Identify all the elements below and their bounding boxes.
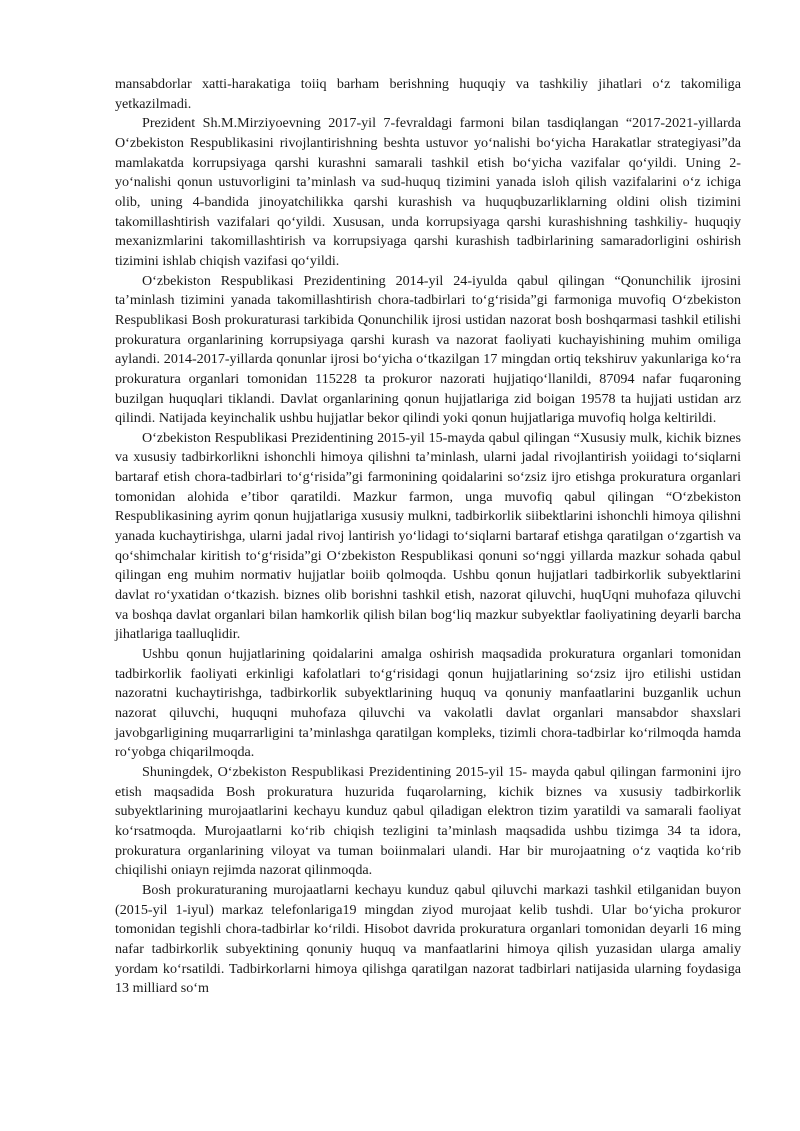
- paragraph-reception-center: Bosh prokuraturaning murojaatlarni kechayu kunduz qabul qiluvchi markazi tashkil etilganidan buyon (2015-yil 1-iyul) markaz telefonlariga19 mingdan ziyod murojaat kelib tushdi. Ular boʻyicha prokuror tomonidan tegishli chora-tadbirlar koʻrildi. Hisobot davrida prokuratura organlari tomonidan deyarli 16 ming nafar tadbirkorlik subyektining qonuniy huquq va manfaatlarini himoya qilish yuzasidan ularga amaliy yordam koʻrsatildi. Tadbirkorlarni himoya qilishga qaratilgan nazorat tadbirlari natijasida ularning foydasiga 13 milliard soʻm: [115, 881, 741, 997]
- paragraph-continuation: mansabdorlar xatti-harakatiga toiiq barham berishning huquqiy va tashkiliy jihatlari oʻz takomiliga yetkazilmadi.: [115, 76, 741, 112]
- paragraph-legislation-enforcement: Oʻzbekiston Respublikasi Prezidentining 2014-yil 24-iyulda qabul qilingan “Qonunchilik ijrosini taʼminlash tizimini yanada takomillashtirish chora-tadbirlari toʻgʻrisida”gi farmoniga muvofiq Oʻzbekiston Respublikasi Bosh prokuraturasi tarkibida Qonunchilik ijrosi ustidan nazorat bosh boshqarmasi tashkil etilishi prokuratura organlarining korrupsiyaga qarshi kurash va nazorat faoliyati kuchayishining muhim omiliga aylandi. 2014-2017-yillarda qonunlar ijrosi boʻyicha oʻtkazilgan 17 mingdan ortiq tekshiruv yakunlariga koʻra prokuratura organlari tomonidan 115228 ta prokuror nazorati hujjatiqoʻllanildi, 87094 nafar fuqaroning buzilgan huquqlari tiklandi. Davlat organlarining qonun hujjatlariga zid boigan 19578 ta hujjati ustidan arz qilindi. Natijada keyinchalik ushbu hujjatlar bekor qilindi yoki qonun hujjatlariga muvofiq holga keltirildi.: [115, 272, 741, 427]
- paragraph-action-strategy: Prezident Sh.M.Mirziyoevning 2017-yil 7-fevraldagi farmoni bilan tasdiqlangan “2017-2021-yillarda Oʻzbekiston Respublikasini rivojlantirishning beshta ustuvor yoʻnalishi boʻyicha Harakatlar strategiyasi”da mamlakatda korrupsiyaga qarshi kurashni samarali tashkil etish boʻyicha vazifalar qoʻyildi. Uning 2-yoʻnalishi qonun ustuvorligini taʼminlash va sud-huquq tizimini yanada isloh qilish vazifalarini oʻz ichiga olib, uning 4-bandida jinoyatchilikka qarshi kurashish va huquqbuzarliklarning oldini olish tizimini takomillashtirish vazifalari qoʻyildi. Xususan, unda korrupsiyaga qarshi kurashishning tashkiliy- huquqiy mexanizmlarini takomillashtirish va korrupsiyaga qarshi kurashish tadbirlarining samaradorligini oshirish tizimini ishlab chiqish vazifasi qoʻyildi.: [115, 115, 741, 269]
- paragraph-prosecutor-measures: Ushbu qonun hujjatlarining qoidalarini amalga oshirish maqsadida prokuratura organlari tomonidan tadbirkorlik faoliyati erkinligi kafolatlari toʻgʻrisidagi qonun hujjatlarining soʻzsiz ijro etilishi ustidan nazoratni kuchaytirishga, tadbirkorlik subyektlarining huquq va qonuniy manfaatlarini buzganlik uchun nazorat qiluvchi, huquqni muhofaza qiluvchi va vakolatli davlat organlari mansabdor shaxslari javobgarligining muqarrarligini taʼminlashga qaratilgan kompleks, tizimli chora-tadbirlar koʻrilmoqda hamda roʻyobga chiqarilmoqda.: [115, 646, 741, 761]
- document-page: [115, 75, 741, 999]
- paragraph-private-property-decree: Oʻzbekiston Respublikasi Prezidentining 2015-yil 15-mayda qabul qilingan “Xususiy mulk, kichik biznes va xususiy tadbirkorlikni ishonchli himoya qilishni taʼminlash, ularni jadal rivojlantirish yoiidagi toʻsiqlarni bartaraf etish chora-tadbirlari toʻgʻrisida”gi farmonining qoidalarini soʻzsiz ijro etishga prokuratura organlari tomonidan alohida eʼtibor qaratildi. Mazkur farmon, unga muvofiq qabul qilingan “Oʻzbekiston Respublikasining ayrim qonun hujjatlariga xususiy mulkni, tadbirkorlik siibektlarini ishonchli himoya qilishni yanada kuchaytirishga, ularni jadal rivoj lantirish yoʻlidagi toʻsiqlarni bartaraf etishga qaratilgan oʻzgartish va qoʻshimchalar kiritish toʻgʻrisida”gi Oʻzbekiston Respublikasi qonuni soʻnggi yillarda mazkur sohada qabul qilingan eng muhim normativ hujjatlar boiib qolmoqda. Ushbu qonun hujjatlari tadbirkorlik subyektlarini davlat roʻyxatidan oʻtkazish. biznes olib borishni tashkil etish, nazorat qiluvchi, huqUqni muhofaza qiluvchi va boshqa davlat organlari bilan hamkorlik qilish bilan bogʻliq mazkur subyektlar faoliyatining deyarli barcha jihatlariga taalluqlidir.: [115, 429, 741, 643]
- paragraph-electronic-system: Shuningdek, Oʻzbekiston Respublikasi Prezidentining 2015-yil 15- mayda qabul qilingan farmonini ijro etish maqsadida Bosh prokuratura huzurida fuqarolarning, kichik biznes va xususiy tadbirkorlik subyektlarining murojaatlarini kechayu kunduz qabul qiladigan elektron tizim yaratildi va samarali faoliyat koʻrsatmoqda. Murojaatlarni koʻrib chiqish tezligini taʼminlash maqsadida ushbu tizimga 34 ta idora, prokuratura organlarining viloyat va tuman boiinmalari ulandi. Har bir murojaatning oʻz vaqtida koʻrib chiqilishi oniayn rejimda nazorat qilinmoqda.: [115, 763, 741, 879]
